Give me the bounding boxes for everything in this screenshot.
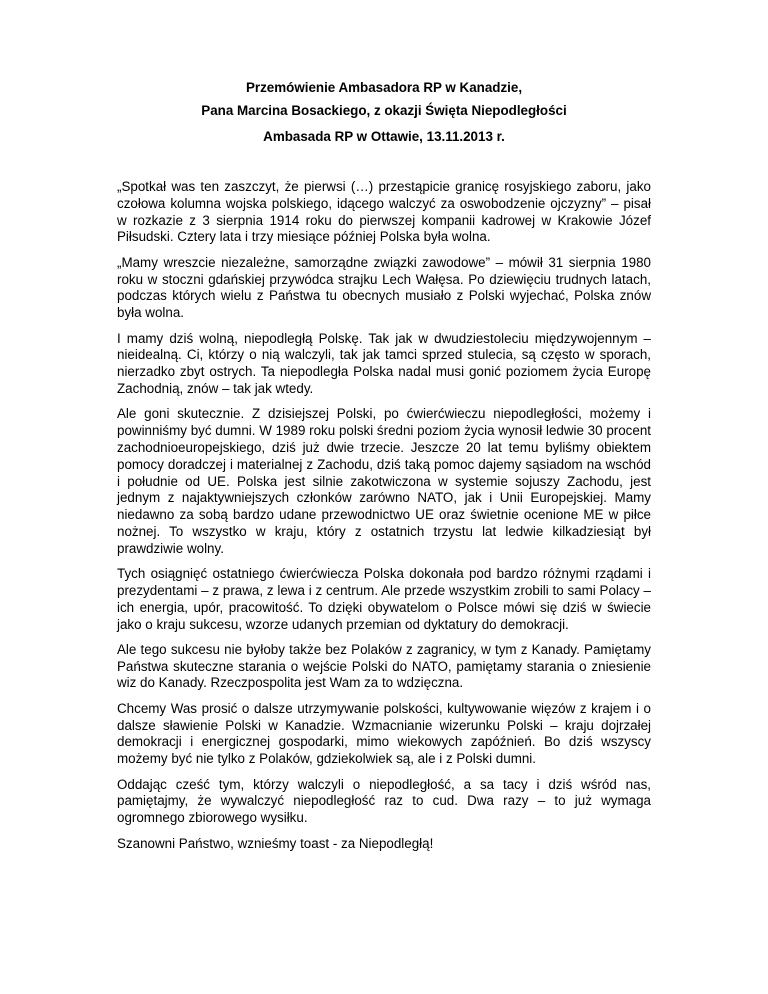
title-line-2: Pana Marcina Bosackiego, z okazji Święta Niepodległości — [201, 103, 567, 118]
paragraph: I mamy dziś wolną, niepodległą Polskę. Tak jak w dwudziestoleciu międzywojennym – nieidealną. Ci, którzy o nią walczyli, tak jak tamci sprzed stulecia, są często w sporach, nierzadko zbyt ostrych. Ta niepodległa Polska nadal musi gonić poziomem życia Europę Zachodnią, znów – tak jak wtedy. — [117, 330, 651, 396]
document-header — [117, 76, 651, 148]
paragraph: Ale tego sukcesu nie byłoby także bez Polaków z zagranicy, w tym z Kanady. Pamiętamy Państwa skuteczne starania o wejście Polski do NATO, pamiętamy starania o zniesienie wiz do Kanady. Rzeczpospolita jest Wam za to wdzięczna. — [117, 641, 651, 691]
paragraph: Oddając cześć tym, którzy walczyli o niepodległość, a sa tacy i dziś wśród nas, pamiętajmy, że wywalczyć niepodległość raz to cud. Dwa razy – to już wymaga ogromnego zbiorowego wysiłku. — [117, 776, 651, 826]
document-body — [117, 179, 651, 852]
title-line-1: Przemówienie Ambasadora RP w Kanadzie, — [245, 80, 523, 95]
paragraph: „Mamy wreszcie niezależne, samorządne związki zawodowe” – mówił 31 sierpnia 1980 roku w stoczni gdańskiej przywódca strajku Lech Wałęsa. Po dziewięciu trudnych latach, podczas których wielu z Państwa tu obecnych musiało z Polski wyjechać, Polska znów była wolna. — [117, 254, 651, 321]
paragraph: Ale goni skutecznie. Z dzisiejszej Polski, po ćwierćwieczu niepodległości, możemy i powinniśmy być dumni. W 1989 roku polski średni poziom życia wynosił ledwie 30 procent zachodnioeuropejskiego, dziś już dwie trzecie. Jeszcze 20 lat temu byliśmy obiektem pomocy doradczej i materialnej z Zachodu, dziś taką pomoc dajemy sąsiadom na wschód i południe od UE. Polska jest silnie zakotwiczona w systemie sojuszy Zachodu, jest jednym z najaktywniejszych członków zarówno NATO, jak i Unii Europejskiej. Mamy niedawno za sobą bardzo udane przewodnictwo UE oraz świetnie ocenione ME w piłce nożnej. To wszystko w kraju, który z ostatnich trzystu lat ledwie kilkadziesiąt był prawdziwie wolny. — [117, 406, 651, 556]
paragraph: „Spotkał was ten zaszczyt, że pierwsi (…) przestąpicie granicę rosyjskiego zaboru, jako czołowa kolumna wojska polskiego, idącego walczyć za oswobodzenie ojczyzny” – pisał w rozkazie z 3 sierpnia 1914 roku do pierwszej kompanii kadrowej w Krakowie Józef Piłsudski. Cztery lata i trzy miesiące później Polska była wolna. — [117, 179, 651, 245]
closing-toast: Szanowni Państwo, wznieśmy toast - za Niepodległą! — [117, 835, 434, 851]
document-page — [117, 76, 651, 861]
paragraph: Tych osiągnięć ostatniego ćwierćwiecza Polska dokonała pod bardzo różnymi rządami i prezydentami – z prawa, z lewa i z centrum. Ale przede wszystkim zrobili to sami Polacy – ich energia, upór, pracowitość. To dzięki obywatelom o Polsce mówi się dziś w świecie jako o kraju sukcesu, wzorze udanych przemian od dyktatury do demokracji. — [117, 566, 651, 632]
paragraph: Chcemy Was prosić o dalsze utrzymywanie polskości, kultywowanie więzów z krajem i o dalsze sławienie Polski w Kanadzie. Wzmacnianie wizerunku Polski – kraju dojrzałej demokracji i energicznej gospodarki, mimo wiekowych zapóźnień. Bo dziś wszyscy możemy być nie tylko z Polaków, gdziekolwiek są, ale i z Polski dumni. — [117, 700, 651, 767]
title-line-3: Ambasada RP w Ottawie, 13.11.2013 r. — [263, 129, 505, 144]
